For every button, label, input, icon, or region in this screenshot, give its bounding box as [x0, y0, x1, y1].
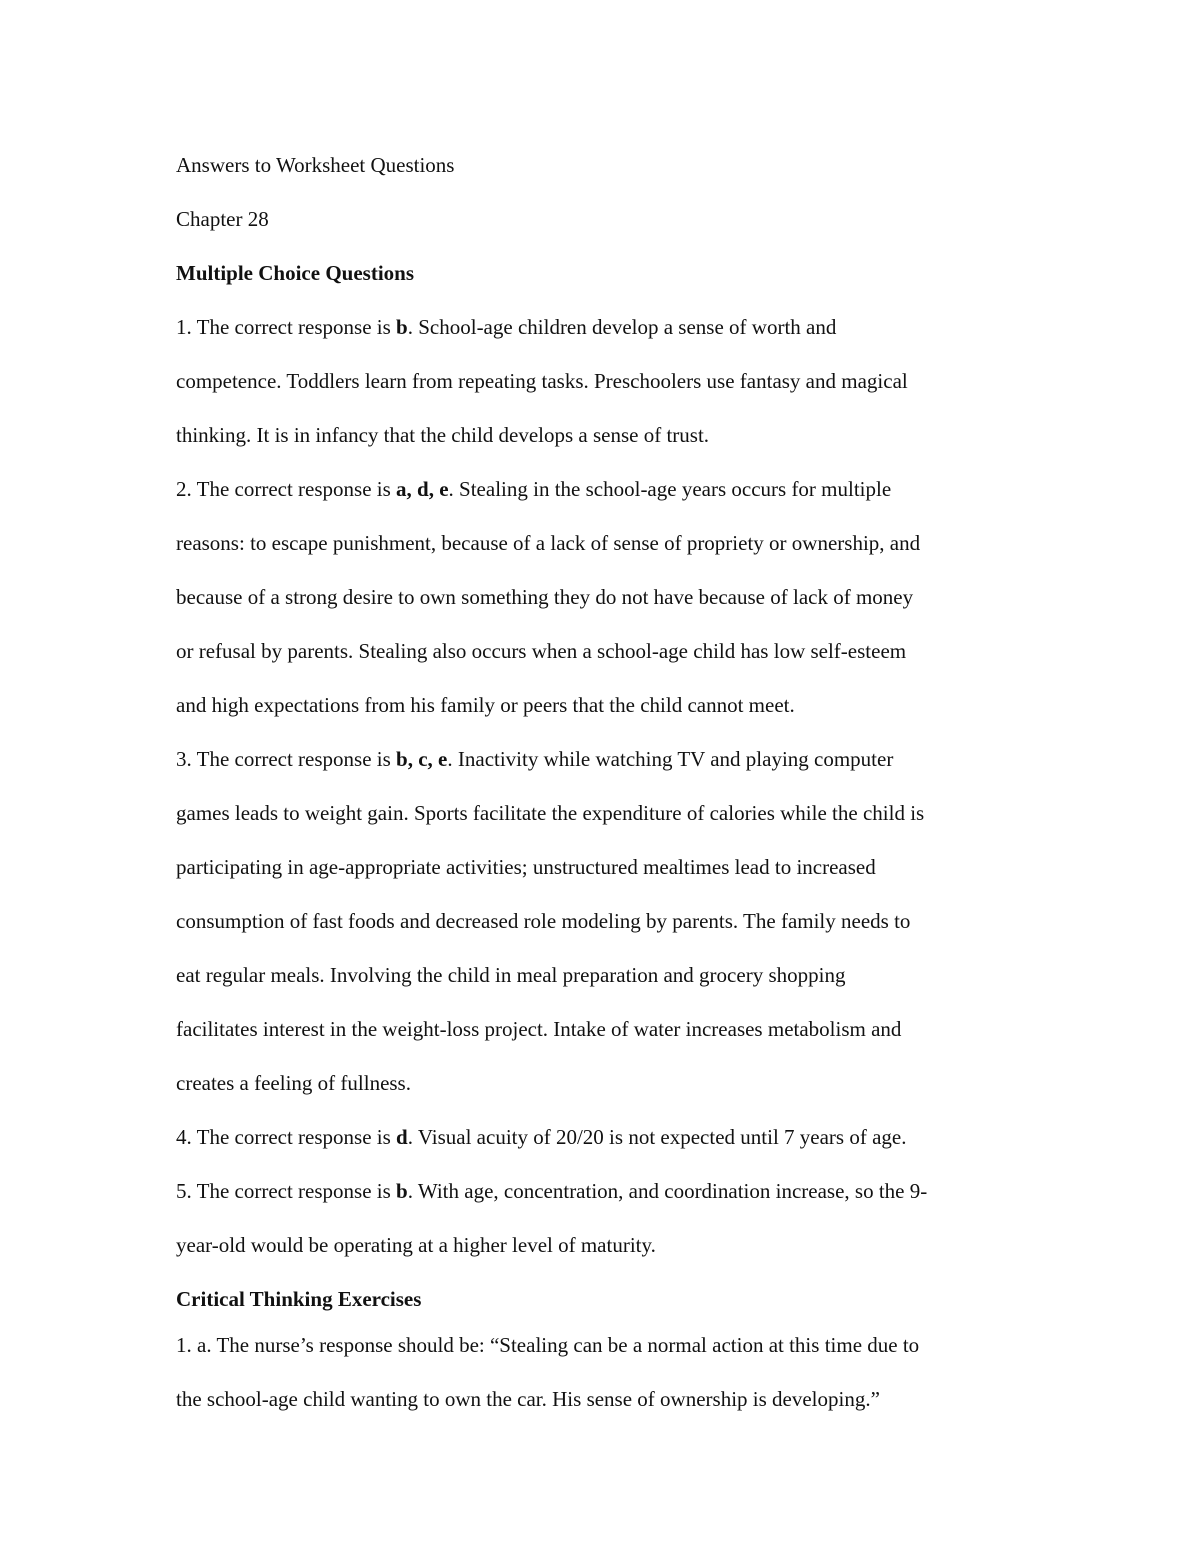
answer-1-line-3: thinking. It is in infancy that the child develops a sense of trust. [176, 423, 710, 447]
answer-5-line-1: 5. The correct response is b. With age, concentration, and coordination increase, so the 9- [176, 1179, 928, 1203]
document-title: Answers to Worksheet Questions [176, 153, 455, 177]
answer-2-line-4: or refusal by parents. Stealing also occurs when a school-age child has low self-esteem [176, 639, 907, 663]
answer-2-line-2: reasons: to escape punishment, because of a lack of sense of propriety or ownership, and [176, 531, 921, 555]
answer-3-line-2: games leads to weight gain. Sports facilitate the expenditure of calories while the child is [176, 801, 925, 825]
answer-3-line-1: 3. The correct response is b, c, e. Inactivity while watching TV and playing computer [176, 747, 894, 771]
section-heading-critical-thinking: Critical Thinking Exercises [176, 1287, 422, 1311]
answer-1-line-1: 1. The correct response is b. School-age children develop a sense of worth and [176, 315, 837, 339]
answer-2-key: a, d, e [396, 477, 449, 501]
answer-5-key: b [396, 1179, 408, 1203]
chapter-label: Chapter 28 [176, 207, 269, 231]
answer-5-line-2: year-old would be operating at a higher level of maturity. [176, 1233, 656, 1257]
critical-thinking-line-2: the school-age child wanting to own the car. His sense of ownership is developing.” [176, 1387, 880, 1411]
document-body [176, 138, 1026, 1426]
answer-2-line-3: because of a strong desire to own something they do not have because of lack of money [176, 585, 914, 609]
answer-3-line-6: facilitates interest in the weight-loss project. Intake of water increases metabolism and [176, 1017, 902, 1041]
answer-3-key: b, c, e [396, 747, 448, 771]
answer-3-line-4: consumption of fast foods and decreased role modeling by parents. The family needs to [176, 909, 911, 933]
answer-4-line-1: 4. The correct response is d. Visual acuity of 20/20 is not expected until 7 years of age. [176, 1125, 907, 1149]
answer-2-line-5: and high expectations from his family or peers that the child cannot meet. [176, 693, 795, 717]
answer-4-key: d [396, 1125, 408, 1149]
answer-1-line-2: competence. Toddlers learn from repeating tasks. Preschoolers use fantasy and magical [176, 369, 908, 393]
section-heading-multiple-choice: Multiple Choice Questions [176, 261, 415, 285]
answer-3-line-7: creates a feeling of fullness. [176, 1071, 411, 1095]
answer-2-line-1: 2. The correct response is a, d, e. Stealing in the school-age years occurs for multiple [176, 477, 892, 501]
critical-thinking-line-1: 1. a. The nurse’s response should be: “Stealing can be a normal action at this time due to [176, 1333, 920, 1357]
answer-3-line-3: participating in age-appropriate activities; unstructured mealtimes lead to increased [176, 855, 876, 879]
answer-1-key: b [396, 315, 408, 339]
answer-3-line-5: eat regular meals. Involving the child in meal preparation and grocery shopping [176, 963, 846, 987]
